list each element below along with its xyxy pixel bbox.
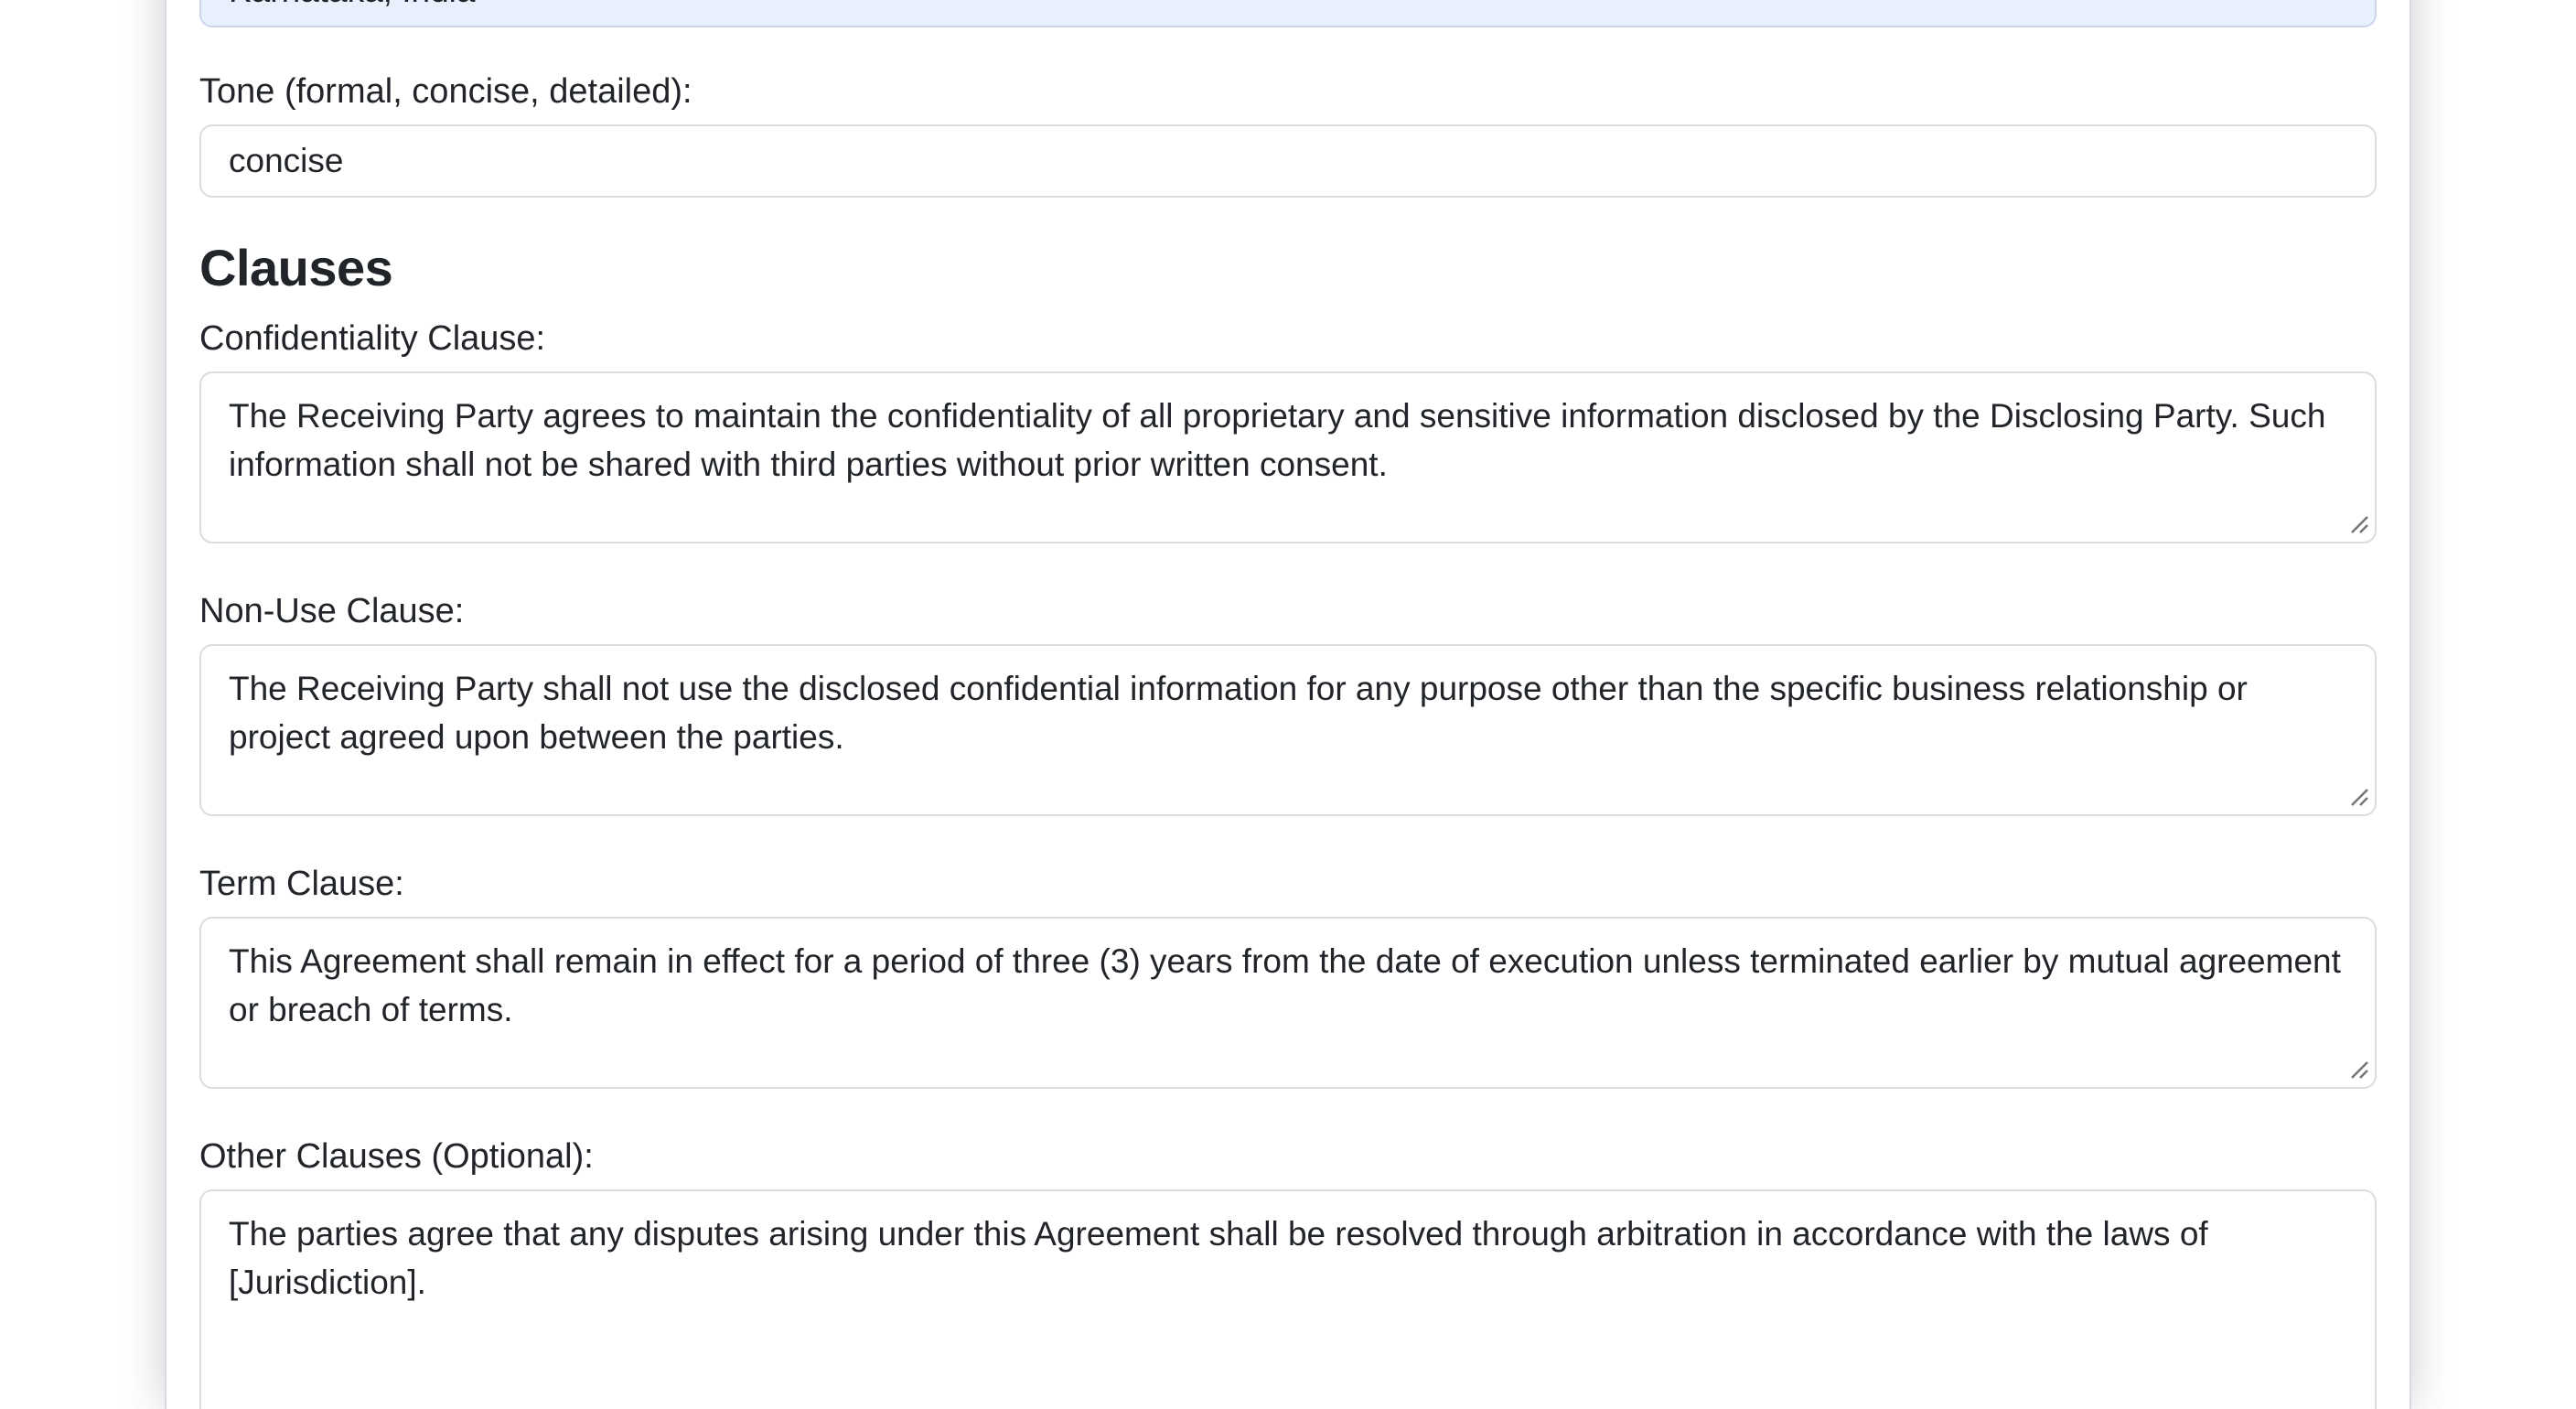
term-clause-field-group: [199, 864, 2377, 1089]
jurisdiction-input[interactable]: [199, 0, 2377, 27]
non-use-clause-field-group: [199, 591, 2377, 816]
confidentiality-clause-field-group: [199, 318, 2377, 543]
tone-label: Tone (formal, concise, detailed):: [199, 72, 692, 111]
resize-handle-icon[interactable]: [2345, 782, 2369, 807]
other-clauses-textarea[interactable]: [199, 1189, 2377, 1409]
term-clause-textarea-wrap: [199, 917, 2377, 1089]
other-clauses-label: Other Clauses (Optional):: [199, 1137, 594, 1176]
jurisdiction-field-group: [199, 0, 2377, 27]
resize-handle-icon[interactable]: [2345, 510, 2369, 534]
non-use-clause-textarea-wrap: [199, 644, 2377, 816]
term-clause-label: Term Clause:: [199, 865, 404, 903]
confidentiality-clause-textarea-wrap: [199, 371, 2377, 543]
other-clauses-field-group: [199, 1136, 2377, 1409]
tone-field-group: [199, 71, 2377, 198]
nda-form-card: [165, 0, 2411, 1409]
confidentiality-clause-label: Confidentiality Clause:: [199, 319, 546, 358]
tone-input[interactable]: [199, 124, 2377, 198]
term-clause-textarea[interactable]: [199, 917, 2377, 1089]
resize-handle-icon[interactable]: [2345, 1055, 2369, 1080]
confidentiality-clause-textarea[interactable]: [199, 371, 2377, 543]
non-use-clause-label: Non-Use Clause:: [199, 592, 465, 630]
non-use-clause-textarea[interactable]: [199, 644, 2377, 816]
other-clauses-textarea-wrap: [199, 1189, 2377, 1409]
clauses-heading: Clauses: [199, 239, 393, 296]
